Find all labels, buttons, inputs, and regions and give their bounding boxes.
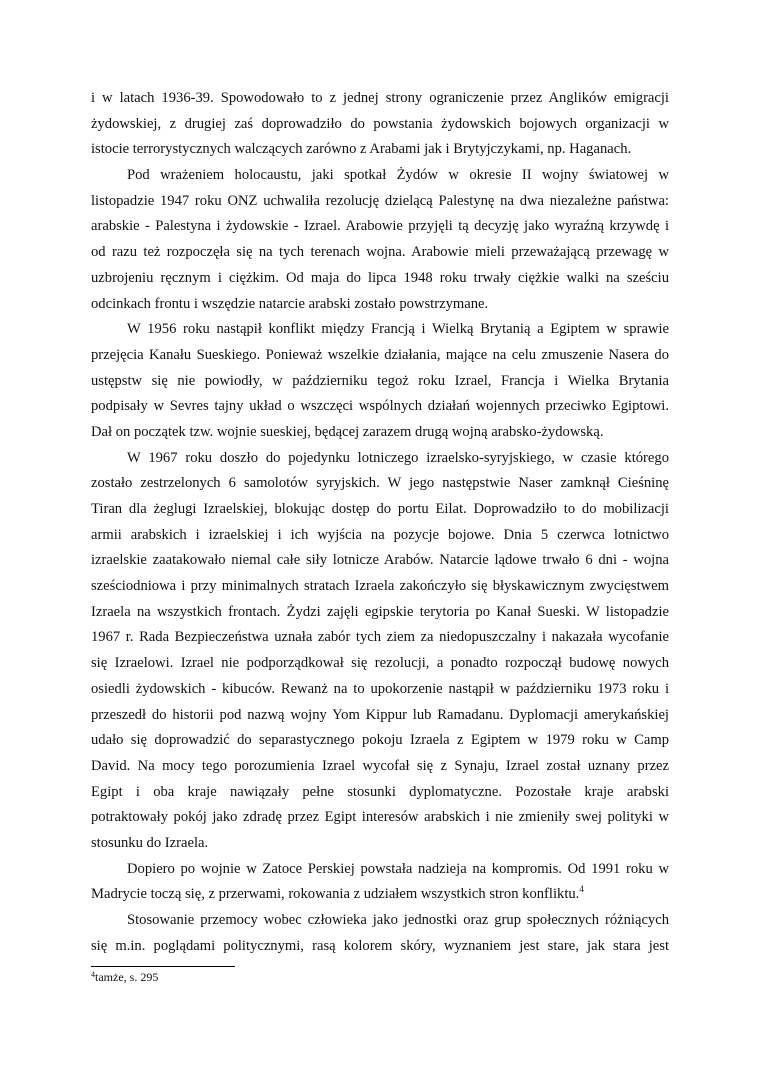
text-line-content: sześciodniowa i przy minimalnych stratach Izraela zakończyło się błyskawicznym zwycięstwem: [91, 578, 669, 595]
text-line: [91, 471, 669, 497]
text-line: [91, 420, 669, 446]
footnote-number: 4: [91, 970, 95, 979]
text-line: [91, 369, 669, 395]
text-line: [91, 214, 669, 240]
text-line: [91, 446, 669, 472]
text-line: [91, 523, 669, 549]
text-line-content: stosunku do Izraela.: [91, 834, 209, 851]
text-line-content: David. Na mocy tego porozumienia Izrael wycofał się z Synaju, Izrael został uznany przez: [91, 757, 669, 774]
text-line: [91, 625, 669, 651]
text-line-content: W 1956 roku nastąpił konflikt między Francją i Wielką Brytanią a Egiptem w sprawie: [127, 321, 669, 338]
text-line: [91, 677, 669, 703]
text-line-content: Madrycie toczą się, z przerwami, rokowania z udziałem wszystkich stron konfliktu.: [91, 886, 580, 903]
text-line-content: ustępstw się nie powiodły, w październiku tegoż roku Izrael, Francja i Wielka Brytania: [91, 372, 669, 389]
text-line: [91, 805, 669, 831]
text-line: [91, 574, 669, 600]
text-line-content: Pod wrażeniem holocaustu, jaki spotkał Żydów w okresie II wojny światowej w: [127, 167, 669, 184]
footnote-reference: 4: [579, 884, 584, 895]
text-line: [91, 497, 669, 523]
text-line-content: Stosowanie przemocy wobec człowieka jako jednostki oraz grup społecznych różniących: [127, 912, 669, 928]
text-line-content: zostało zestrzelonych 6 samolotów syryjskich. W jego następstwie Naser zamknął Cieśninę: [91, 475, 669, 492]
text-line-content: się m.in. poglądami politycznymi, rasą kolorem skóry, wyznaniem jest stare, jak stara jest: [91, 937, 669, 954]
text-line: [91, 317, 669, 343]
text-line: [91, 882, 669, 908]
text-line: [91, 908, 669, 934]
text-line: [91, 137, 669, 163]
text-line-content: od razu też rozpoczęła się na tych terenach wojna. Arabowie mieli przeważającą przewagę w: [91, 244, 669, 261]
text-line: [91, 600, 669, 626]
text-line-content: uzbrojeniu ręcznym i ciężkim. Od maja do lipca 1948 roku trwały ciężkie walki na sześciu: [91, 269, 669, 286]
text-line-content: się Izraelowi. Izrael nie podporządkował się rezolucji, a ponadto rozpoczął budowę nowych: [91, 655, 669, 672]
text-line-content: 1967 r. Rada Bezpieczeństwa uznała zabór tych ziem za niedopuszczalny i nakazała wycofanie: [91, 629, 669, 646]
text-line-content: izraelskie zaatakowało niemal całe siły lotnicze Arabów. Natarcie lądowe trwało 6 dni - wojna: [91, 552, 669, 569]
text-line: [91, 651, 669, 677]
text-line: [91, 86, 669, 112]
footnote: [91, 970, 158, 985]
text-line-content: osiedli żydowskich - kibuców. Rewanż na to upokorzenie nastąpił w październiku 1973 roku i: [91, 680, 669, 697]
text-line-content: Egipt i oba kraje nawiązały pełne stosunki dyplomatyczne. Pozostałe kraje arabski: [91, 783, 669, 800]
text-line: [91, 240, 669, 266]
text-line-content: Dał on początek tzw. wojnie sueskiej, będącej zarazem drugą wojną arabsko-żydowską.: [91, 423, 604, 440]
footnote-separator: [91, 966, 235, 967]
text-line: [91, 934, 669, 960]
text-line: [91, 163, 669, 189]
text-line: [91, 343, 669, 369]
text-line-content: Tiran dla żeglugi Izraelskiej, blokując dostęp do portu Eilat. Doprowadziło to do mobilizacji: [91, 501, 669, 517]
text-line-content: Dopiero po wojnie w Zatoce Perskiej powstała nadzieja na kompromis. Od 1991 roku w: [127, 860, 669, 877]
text-line-content: W 1967 roku doszło do pojedynku lotniczego izraelsko-syryjskiego, w czasie którego: [127, 449, 669, 466]
text-line-content: armii arabskich i izraelskiej i ich wyjścia na pozycje bojowe. Dnia 5 czerwca lotnictwo: [91, 526, 669, 543]
text-line-content: potraktowały pokój jako zdradę przez Egipt interesów arabskich i nie zmieniły swej polityki w: [91, 809, 669, 826]
text-line: [91, 831, 669, 857]
text-line: [91, 754, 669, 780]
text-line-content: żydowskiej, z drugiej zaś doprowadziło do powstania żydowskich bojowych organizacji w: [91, 115, 669, 132]
text-line: [91, 266, 669, 292]
text-line: [91, 189, 669, 215]
text-line-content: istocie terrorystycznych walczących zarówno z Arabami jak i Brytyjczykami, np. Haganach.: [91, 141, 632, 158]
text-line: [91, 292, 669, 318]
footnote-text: tamże, s. 295: [95, 970, 159, 984]
text-line-content: listopadzie 1947 roku ONZ uchwaliła rezolucję dzielącą Palestynę na dwa niezależne państwa:: [91, 192, 669, 209]
text-line-content: Izraela na wszystkich frontach. Żydzi zajęli egipskie terytoria po Kanał Sueski. W listopadzie: [91, 603, 669, 620]
text-line-content: przeszedł do historii pod nazwą wojny Yom Kippur lub Ramadanu. Dyplomacji amerykańskiej: [91, 706, 669, 723]
text-line-content: arabskie - Palestyna i żydowskie - Izrael. Arabowie przyjęli tą decyzję jako wyraźną krzywdę i: [91, 218, 669, 235]
body-text: [91, 86, 669, 959]
text-line-content: odcinkach frontu i wszędzie natarcie arabski zostało powstrzymane.: [91, 295, 489, 312]
text-line: [91, 112, 669, 138]
text-line-content: i w latach 1936-39. Spowodowało to z jednej strony ograniczenie przez Anglików emigracji: [91, 90, 669, 106]
text-line: [91, 394, 669, 420]
text-line-content: przejęcia Kanału Sueskiego. Ponieważ wszelkie działania, mające na celu zmuszenie Nasera do: [91, 346, 669, 363]
text-line: [91, 780, 669, 806]
text-line: [91, 728, 669, 754]
text-line-content: udało się doprowadzić do separastycznego pokoju Izraela z Egiptem w 1979 roku w Camp: [91, 732, 669, 749]
text-line: [91, 857, 669, 883]
text-line: [91, 548, 669, 574]
text-line: [91, 703, 669, 729]
text-line-content: podpisały w Sevres tajny układ o wszczęci wspólnych działań wojennych przeciwko Egiptowi.: [91, 398, 669, 415]
